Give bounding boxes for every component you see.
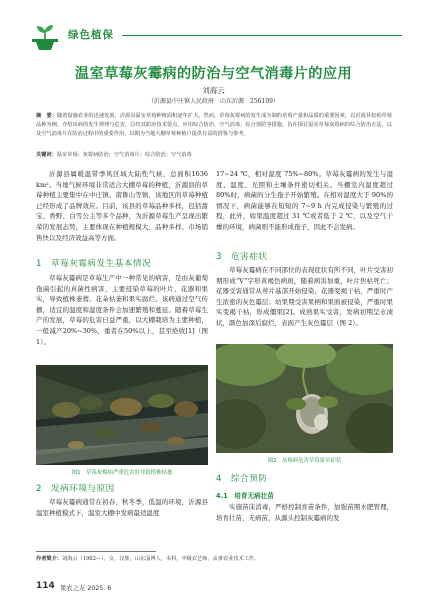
infected-strawberry-image <box>216 344 393 453</box>
section-1-heading: 1 草莓灰霉病发生基本情况 <box>36 259 152 269</box>
section-2-heading: 2 发病环境与原因 <box>36 484 115 494</box>
journal-name: 果农之友 2025. 6 <box>60 585 112 592</box>
section-3-text: 草莓灰霉病在不同部位的表现症状有所不同，叶片受害初期形成“V”字形黄褐色病斑，随着病害加重，叶片焦枯死亡；花器受害通常从萼片基部开始侵染，花器变褐干枯，严重时产生浓密的灰色霉层；幼果期受害果柄和果面被侵染，严重时果实变褐干枯，形成僵果[2]。成熟果实受害，发病初期呈水渍状，颜色加深后腐烂，表面产生灰色霉层（图 2）。 <box>216 266 393 327</box>
section-2-body <box>36 497 208 518</box>
keywords-label: 关键词： <box>36 152 57 158</box>
section-2-continued-text: 17~24 ℃，相对湿度 75%~80%。草莓灰霉病的发生与湿度、温度、光照和土壤条件密切相关。当棚室内湿度超过 80%时，病菌的分生孢子开始繁殖。在相对湿度大于 90%的情况下，病菌能够在短短的 7~9 h 内完成侵染与繁殖的过程，此外，如果温度超过 31 ℃或者低于 2 ℃，以及空气干燥的环境，病菌则不能形成孢子，因此不会发病。 <box>216 170 393 231</box>
section-2-text: 草莓灰霉病通常在初春、秋冬季，低温的环境，沂源县温室种植模式下，温室大棚中发病最适温度 <box>36 498 208 517</box>
seedling-pot-icon <box>32 24 58 50</box>
page-number: 114 <box>36 581 55 591</box>
section-1-body <box>36 273 208 347</box>
figure-1-photo <box>36 365 208 465</box>
author-bio-text: 刘海云（1982—），女，汉族，山东淄博人，本科，中级农艺师，从事农业技术工作。 <box>61 556 260 562</box>
footnote-divider <box>36 551 156 552</box>
author-bio <box>36 555 392 562</box>
abstract-label: 摘 要： <box>36 113 57 119</box>
section-4-1-body <box>216 502 393 523</box>
abstract-text: 随着设施农业的迅速发展，沂源县温室草莓种植面积逐年扩大。然而，草莓灰霉病的发生成为制约草莓产量和品质的重要因素。以沂源县松柏草莓品种为例，介绍该病的发生规律与危害，总结其防治技术要点、应用综合防治、空气消毒、综合预防等措施，旨在探讨温室草莓灰霉病的综合防治方法，以及空气消毒片在防治过程中的重要作用，以期为当地大棚草莓种植户提供有益的借鉴与参考。 <box>36 113 392 137</box>
author-affiliation: （沂源县中庄镇人民政府 山东沂源 256109） <box>148 98 279 105</box>
keywords-text: 温室草莓；灰霉病防治；空气消毒片；综合防治；空气消毒 <box>56 152 192 158</box>
section-label: 绿色植保 <box>68 29 114 41</box>
section-4-1-heading: 4.1 培育无病壮苗 <box>216 492 274 500</box>
keywords <box>36 151 392 160</box>
article-author: 刘海云 <box>202 86 225 95</box>
abstract <box>36 112 392 139</box>
section-4-heading: 4 综合预防 <box>216 474 268 484</box>
intro-text: 沂源县属暖温带季风区域大陆性气候，总面积1636 km²。当地气候环境非常适合大棚草莓的种植，沂源县的草莓种植主要集中在中庄镇、南鲁山等镇，该地区的草莓种植已经形成了品牌效应。目前，该县的草莓品种多样，包括甜宝、香野、白雪公主等多个品种，为沂源草莓生产呈现出繁荣的发展态势，主要体现在种植规模大、品种多样、市场销售快以及经济效益高等方面。 <box>36 170 208 242</box>
article-title: 温室草莓灰霉病的防治与空气消毒片的应用 <box>74 66 353 82</box>
strawberry-wilt-image <box>36 365 208 465</box>
figure-1-caption: 图1 草莓灰霉病严重危害时导致植株枯萎 <box>71 470 173 476</box>
section-3-heading: 3 危害症状 <box>216 252 268 262</box>
figure-2-caption: 图2 灰霉病危害草莓果实症状 <box>267 458 342 464</box>
section-4-1-text: 实施苗床消毒，严格控制育苗条件，加强苗期水肥管理，培育壮苗、无病苗，从源头控制灰霉病的发 <box>216 503 393 522</box>
section-1-text: 草莓灰霉病是草莓生产中一种常见的病害，是由灰葡萄孢菌引起的真菌性病害，主要侵染草莓的叶片、花器和果实，导致植株萎蔫、花朵枯萎和果实腐烂。该病通过空气传播，适宜的温度和湿度条件会加速繁殖和蔓延。随着草莓生产的发展，草莓的危害日益严重，以大棚栽培为主要种植，一般减产20%~30%，重者在50%以上，甚至绝收[1]（图1）。 <box>36 274 208 346</box>
section-2-continued <box>216 169 393 233</box>
header-divider <box>122 35 402 36</box>
section-3-body <box>216 265 393 329</box>
author-bio-label: 作者简介： <box>36 556 62 562</box>
intro-paragraph <box>36 169 208 243</box>
page-header <box>0 0 427 52</box>
figure-2-photo <box>216 344 393 453</box>
